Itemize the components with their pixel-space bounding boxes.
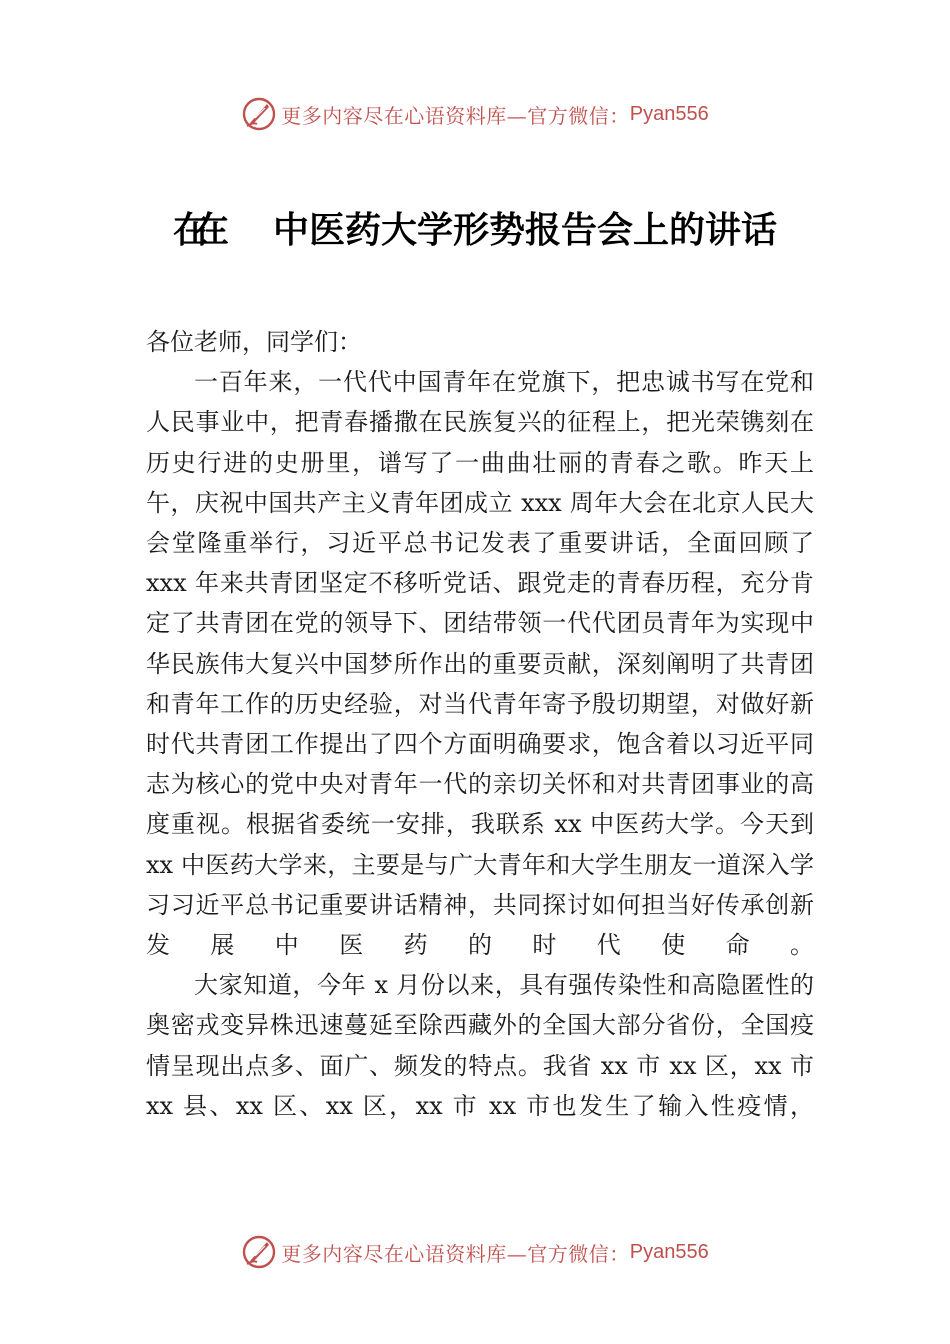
page-title — [0, 202, 950, 253]
watermark-wechat-id: Pyan556 — [629, 102, 709, 125]
title-garbled-prefix: 在在 — [172, 209, 213, 251]
watermark-banner-bottom — [0, 1232, 950, 1272]
speech-body — [146, 322, 814, 1126]
feather-pen-logo-icon — [241, 96, 277, 132]
feather-pen-logo-icon — [241, 1234, 277, 1270]
paragraph-1: 一百年来，一代代中国青年在党旗下，把忠诚书写在党和人民事业中，把青春播撒在民族复兴的征程上，把光荣镌刻在历史行进的史册里，谱写了一曲曲壮丽的青春之歌。昨天上午，庆祝中国共产主义青年团成立 xxx 周年大会在北京人民大会堂隆重举行，习近平总书记发表了重要讲话，全面回顾了 xxx 年来共青团坚定不移听党话、跟党走的青春历程，充分肯定了共青团在党的领导下、团结带领一代代团员青年为实现中华民族伟大复兴中国梦所作出的重要贡献，深刻阐明了共青团和青年工作的历史经验，对当代青年寄予殷切期望，对做好新时代共青团工作提出了四个方面明确要求，饱含着以习近平同志为核心的党中央对青年一代的亲切关怀和对共青团事业的高度重视。根据省委统一安排，我联系 xx 中医药大学。今天到 xx 中医药大学来，主要是与广大青年和大学生朋友一道深入学习习近平总书记重要讲话精神，共同探讨如何担当好传承创新发展中医药的时代使命。 — [146, 368, 814, 960]
watermark-text: 更多内容尽在心语资料库—官方微信： — [281, 103, 630, 128]
greeting: 各位老师，同学们： — [146, 328, 362, 356]
watermark-banner-top — [0, 94, 950, 134]
paragraph-2: 大家知道，今年 x 月份以来，具有强传染性和高隐匿性的奥密戎变异株迅速蔓延至除西藏外的全国大部分省份，全国疫情呈现出点多、面广、频发的特点。我省 xx 市 xx 区，xx 市 xx 县、xx 区、xx 区，xx 市 xx 市也发生了输入性疫情， — [146, 971, 814, 1120]
title-text: 中医药大学形势报告会上的讲话 — [273, 209, 778, 251]
watermark-wechat-id: Pyan556 — [629, 1240, 709, 1263]
watermark-text: 更多内容尽在心语资料库—官方微信： — [281, 1241, 630, 1266]
